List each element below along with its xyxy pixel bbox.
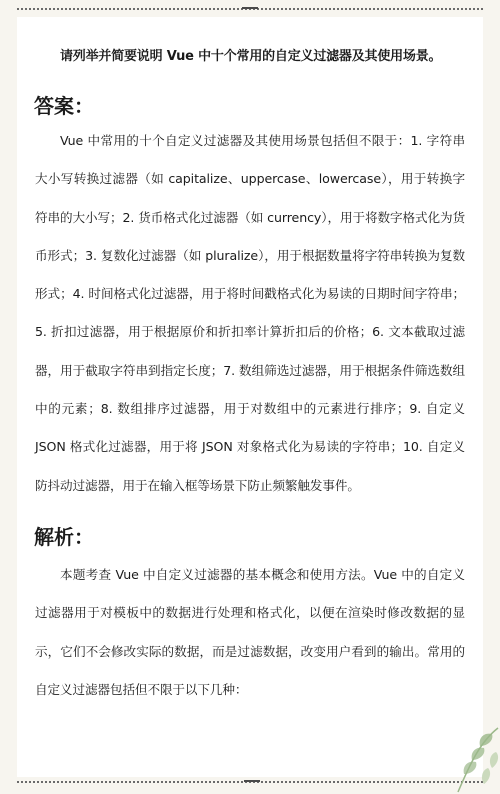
top-center-mark (242, 7, 258, 9)
bottom-center-mark (244, 780, 260, 782)
analysis-heading: 解析： (34, 525, 94, 549)
question-text: 请列举并简要说明 Vue 中十个常用的自定义过滤器及其使用场景。 (60, 49, 442, 64)
analysis-paragraph: 本题考查 Vue 中自定义过滤器的基本概念和使用方法。Vue 中的自定义过滤器用于对模板中的数据进行处理和格式化，以便在渲染时修改数据的显示，它们不会修改实际的数据，而是过滤数据，改变用户看到的输出。常用的自定义过滤器包括但不限于以下几种： (35, 567, 465, 697)
leaf-decoration-icon (440, 724, 500, 794)
answer-paragraph: Vue 中常用的十个自定义过滤器及其使用场景包括但不限于：1. 字符串大小写转换过滤器（如 capitalize、uppercase、lowercase），用于转换字符串的大小写；2. 货币格式化过滤器（如 currency），用于将数字格式化为货币形式；3. 复数化过滤器（如 pluralize），用于根据数量将字符串转换为复数形式；4. 时间格式化过滤器，用于将时间戳格式化为易读的日期时间字符串；5. 折扣过滤器，用于根据原价和折扣率计算折扣后的价格；6. 文本截取过滤器，用于截取字符串到指定长度；7. 数组筛选过滤器，用于根据条件筛选数组中的元素；8. 数组排序过滤器，用于对数组中的元素进行排序；9. 自定义 JSON 格式化过滤器，用于将 JSON 对象格式化为易读的字符串；10. 自定义防抖动过滤器，用于在输入框等场景下防止频繁触发事件。 (35, 133, 465, 493)
answer-heading: 答案： (34, 94, 94, 118)
